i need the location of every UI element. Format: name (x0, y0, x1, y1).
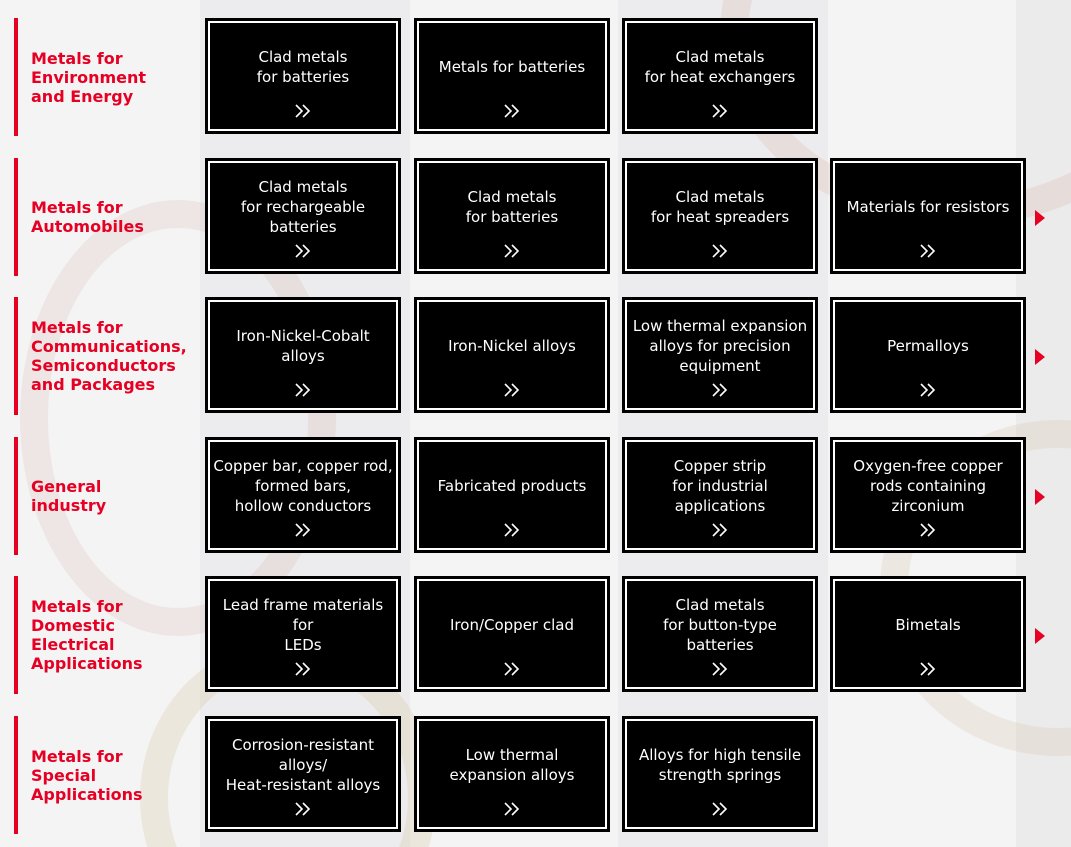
product-tile-label: Metals for batteries (438, 58, 586, 76)
double-chevron-right-icon (833, 243, 1023, 259)
product-tile-label: Materials for resistors (846, 198, 1010, 216)
product-tile-label: Bimetals (895, 616, 961, 634)
product-tile-label: Alloys for high tensile strength springs (638, 746, 802, 784)
product-tile-link[interactable] (205, 716, 401, 832)
product-tile-label: Copper strip for industrial applications (672, 457, 768, 515)
product-tile-label: Low thermal expansion alloys for precision equipment (632, 317, 808, 375)
category-title: General industry (31, 477, 107, 515)
double-chevron-right-icon (208, 661, 398, 677)
category-title: Metals for Automobiles (31, 198, 144, 236)
double-chevron-right-icon (833, 382, 1023, 398)
product-tile-link[interactable] (622, 576, 818, 692)
double-chevron-right-icon (625, 661, 815, 677)
product-tile-label: Clad metals for button-type batteries (663, 596, 777, 654)
category-accent-bar (14, 297, 18, 415)
category-title: Metals for Environment and Energy (31, 48, 147, 106)
product-tile-link[interactable] (414, 716, 610, 832)
double-chevron-right-icon (833, 522, 1023, 538)
product-tile-label: Corrosion-resistant alloys/ Heat-resistant alloys (225, 736, 381, 794)
category-accent-bar (14, 18, 18, 136)
product-tile-link[interactable] (622, 297, 818, 413)
product-tile-label: Iron-Nickel alloys (448, 337, 576, 355)
product-tile-link[interactable] (205, 437, 401, 553)
category-row (0, 437, 1071, 555)
double-chevron-right-icon (625, 382, 815, 398)
product-tile-link[interactable] (622, 716, 818, 832)
category-row (0, 158, 1071, 276)
product-tile-link[interactable] (622, 158, 818, 274)
category-title: Metals for Special Applications (31, 746, 143, 804)
double-chevron-right-icon (417, 382, 607, 398)
double-chevron-right-icon (417, 801, 607, 817)
product-tile-link[interactable] (205, 18, 401, 134)
double-chevron-right-icon (833, 661, 1023, 677)
product-tile-label: Clad metals for batteries (256, 48, 350, 86)
product-tile-label: Copper bar, copper rod, formed bars, hollow conductors (213, 457, 393, 515)
product-tile-label: Permalloys (887, 337, 969, 355)
category-accent-bar (14, 716, 18, 834)
product-tile-label: Clad metals for batteries (465, 188, 559, 226)
category-row (0, 297, 1071, 415)
product-tile-label: Clad metals for heat spreaders (650, 188, 790, 226)
product-tile-label: Iron-Nickel-Cobalt alloys (236, 327, 370, 365)
row-next-arrow-icon[interactable] (1034, 210, 1046, 226)
category-accent-bar (14, 158, 18, 276)
category-accent-bar (14, 437, 18, 555)
category-accent-bar (14, 576, 18, 694)
category-title: Metals for Communications, Semiconductors and Packages (31, 318, 187, 394)
product-tile-link[interactable] (414, 18, 610, 134)
double-chevron-right-icon (417, 522, 607, 538)
category-row (0, 576, 1071, 694)
row-next-arrow-icon[interactable] (1034, 628, 1046, 644)
product-tile-label: Clad metals for heat exchangers (644, 48, 796, 86)
double-chevron-right-icon (625, 103, 815, 119)
double-chevron-right-icon (625, 522, 815, 538)
product-tile-label: Oxygen-free copper rods containing zirconium (853, 457, 1003, 515)
product-tile-link[interactable] (414, 437, 610, 553)
row-next-arrow-icon[interactable] (1034, 349, 1046, 365)
product-tile-link[interactable] (622, 18, 818, 134)
category-title: Metals for Domestic Electrical Applications (31, 597, 143, 673)
product-tile-link[interactable] (830, 576, 1026, 692)
product-tile-label: Iron/Copper clad (450, 616, 574, 634)
category-row (0, 716, 1071, 834)
double-chevron-right-icon (417, 103, 607, 119)
product-tile-label: Low thermal expansion alloys (449, 746, 575, 784)
double-chevron-right-icon (625, 801, 815, 817)
product-tile-label: Lead frame materials for LEDs (222, 596, 384, 654)
double-chevron-right-icon (417, 243, 607, 259)
category-row (0, 18, 1071, 136)
double-chevron-right-icon (625, 243, 815, 259)
product-tile-link[interactable] (830, 158, 1026, 274)
product-tile-link[interactable] (622, 437, 818, 553)
product-tile-link[interactable] (414, 158, 610, 274)
product-tile-link[interactable] (830, 297, 1026, 413)
product-tile-label: Fabricated products (437, 477, 587, 495)
product-tile-link[interactable] (205, 158, 401, 274)
product-tile-link[interactable] (830, 437, 1026, 553)
product-tile-link[interactable] (414, 297, 610, 413)
double-chevron-right-icon (417, 661, 607, 677)
product-tile-link[interactable] (205, 576, 401, 692)
double-chevron-right-icon (208, 382, 398, 398)
product-tile-label: Clad metals for rechargeable batteries (240, 178, 366, 236)
double-chevron-right-icon (208, 103, 398, 119)
row-next-arrow-icon[interactable] (1034, 489, 1046, 505)
double-chevron-right-icon (208, 243, 398, 259)
double-chevron-right-icon (208, 522, 398, 538)
product-tile-link[interactable] (205, 297, 401, 413)
double-chevron-right-icon (208, 801, 398, 817)
product-tile-link[interactable] (414, 576, 610, 692)
